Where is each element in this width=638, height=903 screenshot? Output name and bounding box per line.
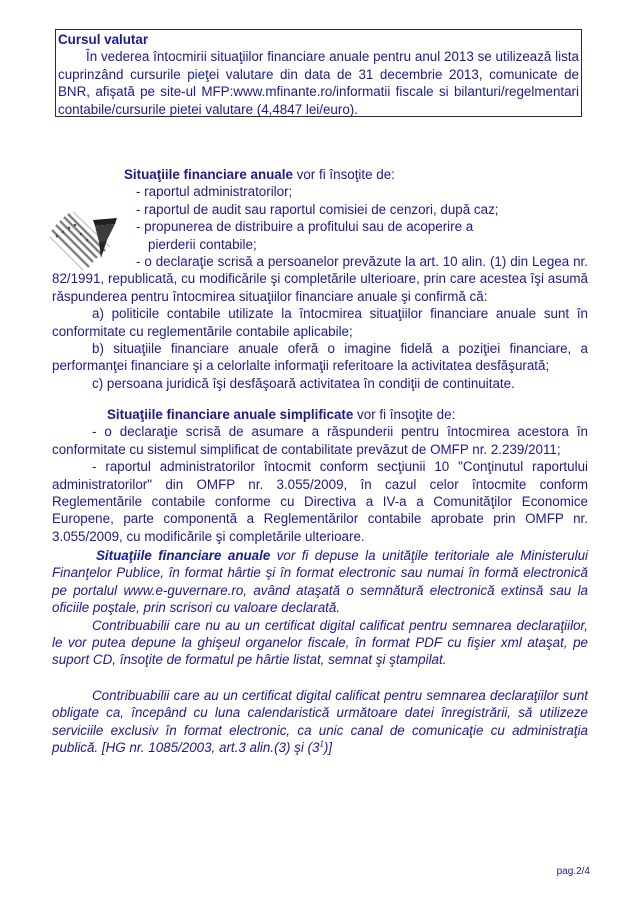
box-title: Cursul valutar <box>58 32 149 47</box>
s3-heading: Situaţiile financiare anuale <box>96 548 271 563</box>
s1-item-4: pierderii contabile; <box>148 236 257 252</box>
s1-point-b: b) situaţiile financiare anuale oferă o imagine fidelă a poziţiei financiare, a performanţei financiare şi a celorlalte informaţii referitoare la activitatea desfăşurată; <box>52 341 588 374</box>
s4-text: Contribuabilii care au un certificat digital calificat pentru semnarea declaraţiilor sunt obligate ca, începând cu luna calendaristică următoare datei înregistrării, să utilizeze serviciile exclusiv în format electronic, ca unic canal de comunicaţie cu administraţia publică. [HG nr. 1085/2003, art.3 alin.(3) şi (3 <box>52 688 588 756</box>
s3-paragraph-1 <box>52 547 588 617</box>
s1-heading-line <box>124 166 588 183</box>
s2-heading-line <box>107 406 588 423</box>
s1-item-1: - raportul administratorilor; <box>136 184 293 200</box>
s1-item-3: - propunerea de distribuire a profitului sau de acoperire a <box>136 219 474 235</box>
s1-heading: Situaţiile financiare anuale <box>124 167 293 182</box>
section-simplified-statements <box>52 406 588 545</box>
s1-item-2: - raportul de audit sau raportul comisiei de cenzori, după caz; <box>136 201 499 217</box>
s4-paragraph <box>52 687 588 757</box>
box-text: În vederea întocmirii situaţiilor financiare anuale pentru anul 2013 se utilizează lista cuprinzând cursurile pieţei valutare din data de 31 decembrie 2013, comunicate de BNR, afişată pe site-ul MFP:www.mfinante.ro/informatii fiscale si bilanturi/regelmentari contabile/cursurile pietei valutare (4,4847 lei/euro). <box>58 49 579 117</box>
s2-heading: Situaţiile financiare anuale simplificate <box>107 407 354 422</box>
s2-paragraph-2: - raportul administratorilor întocmit conform secţiunii 10 "Conţinutul raportului administratorilor" din OMFP nr. 3.055/2009, în cazul celor întocmite conform Reglementările contabile conforme cu Directiva a IV-a a Comunităţilor Economice Europene, parte componentă a Reglementărilor contabile aprobate prin OMFP nr. 3.055/2009, cu modificările şi completările ulterioare. <box>52 459 588 544</box>
s2-heading-rest: vor fi însoţite de: <box>353 407 456 422</box>
s2-paragraph-1: - o declaraţie scrisă de asumare a răspunderii pentru întocmirea acestora în conformitate cu sistemul simplificat de contabilitate prevăzut de OMFP nr. 2.239/2011; <box>52 424 588 457</box>
s1-heading-rest: vor fi însoţite de: <box>292 167 395 182</box>
s1-point-c: c) persoana juridică îşi desfăşoară activitatea în condiţii de continuitate. <box>92 375 515 391</box>
s4-end: )] <box>323 740 333 756</box>
s4-superscript: 1 <box>319 739 324 749</box>
s1-declaration: - o declaraţie scrisă a persoanelor prevăzute la art. 10 alin. (1) din Legea nr. 82/1991, republicată, cu modificările şi completările ulterioare, prin care acestea îşi asumă răspunderea pentru întocmirea situaţiilor financiare anuale şi confirmă că: <box>52 254 588 304</box>
s3-paragraph-2: Contribuabilii care nu au un certificat digital calificat pentru semnarea declaraţiilor, le vor putea depune la ghişeul organelor fiscale, în format PDF cu fişier xml ataşat, pe suport CD, însoţite de formatul pe hârtie listat, semnat şi ştampilat. <box>52 617 588 668</box>
exchange-rate-box <box>55 29 582 117</box>
section-submission <box>52 547 588 669</box>
s3-paragraph-1-text: vor fi depuse la unităţile teritoriale ale Ministerului Finanţelor Publice, în format hârtie şi în format electronic sau numai în formă electronică pe portalul www.e-guvernare.ro, având ataşată o semnătură electronică extinsă sau la oficiile poştale, prin scrisori cu valoare declarată. <box>52 548 588 616</box>
section-annual-statements <box>52 166 588 392</box>
page-number: pag.2/4 <box>556 866 590 877</box>
section-electronic <box>52 687 588 757</box>
s1-point-a: a) politicile contabile utilizate la întocmirea situaţiilor financiare anuale sunt în conformitate cu reglementările contabile aplicabile; <box>52 306 588 339</box>
